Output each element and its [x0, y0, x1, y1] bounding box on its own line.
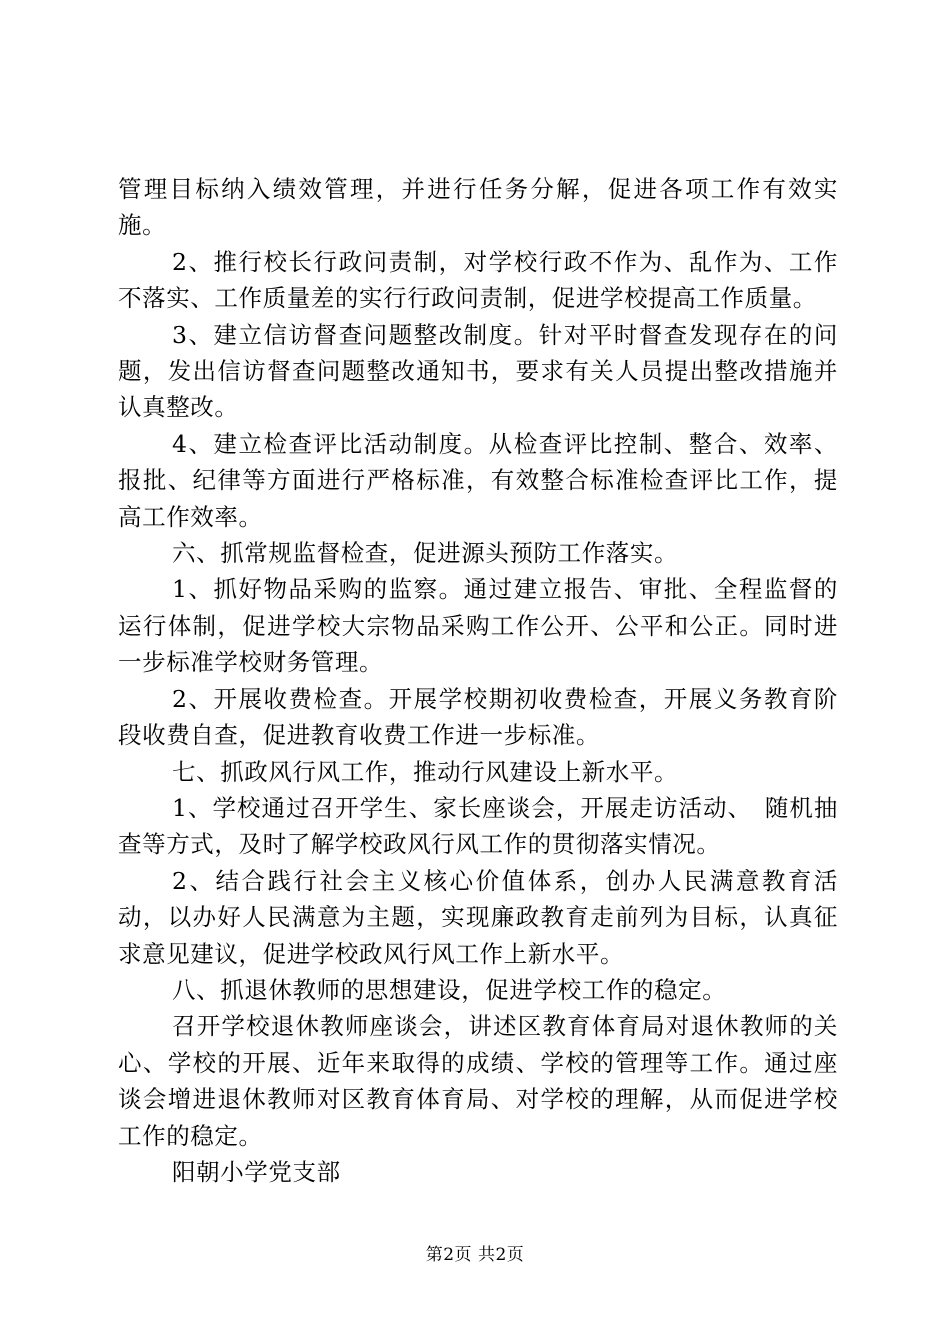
- paragraph-parent-meetings: 1、学校通过召开学生、家长座谈会，开展走访活动、 随机抽查等方式，及时了解学校政风行风工作的贯彻落实情况。: [118, 793, 838, 859]
- paragraph-accountability: 2、推行校长行政问责制，对学校行政不作为、乱作为、工作不落实、工作质量差的实行行政问责制，促进学校提高工作质量。: [118, 247, 838, 313]
- heading-section-six: 六、抓常规监督检查，促进源头预防工作落实。: [172, 539, 679, 568]
- paragraph-core-values: 2、结合践行社会主义核心价值体系，创办人民满意教育活动，以办好人民满意为主题，实现廉政教育走前列为目标，认真征求意见建议，促进学校政风行风工作上新水平。: [118, 866, 838, 968]
- paragraph-fee-inspection: 2、开展收费检查。开展学校期初收费检查，开展义务教育阶段收费自查，促进教育收费工作进一步标准。: [118, 684, 838, 750]
- paragraph-retired-teachers: 召开学校退休教师座谈会，讲述区教育体育局对退休教师的关心、学校的开展、近年来取得的成绩、学校的管理等工作。通过座谈会增进退休教师对区教育体育局、对学校的理解，从而促进学校工作的稳定。: [118, 1012, 838, 1150]
- paragraph-petition-rectification: 3、建立信访督查问题整改制度。针对平时督查发现存在的问题，发出信访督查问题整改通知书，要求有关人员提出整改措施并认真整改。: [118, 320, 838, 422]
- page-footer: [0, 1244, 950, 1266]
- paragraph-procurement: 1、抓好物品采购的监察。通过建立报告、审批、全程监督的运行体制，促进学校大宗物品采购工作公开、公平和公正。同时进一步标准学校财务管理。: [118, 575, 838, 677]
- paragraph-continuation: 管理目标纳入绩效管理，并进行任务分解，促进各项工作有效实施。: [118, 175, 838, 240]
- document-body: [118, 171, 838, 1190]
- signature-organization: 阳朝小学党支部: [172, 1157, 341, 1186]
- heading-section-seven: 七、抓政风行风工作，推动行风建设上新水平。: [172, 757, 679, 786]
- page-number: 第2页 共2页: [425, 1245, 525, 1265]
- heading-section-eight: 八、抓退休教师的思想建设，促进学校工作的稳定。: [172, 975, 727, 1004]
- paragraph-inspection-evaluation: 4、建立检查评比活动制度。从检查评比控制、整合、效率、报批、纪律等方面进行严格标准，有效整合标准检查评比工作，提高工作效率。: [118, 429, 838, 531]
